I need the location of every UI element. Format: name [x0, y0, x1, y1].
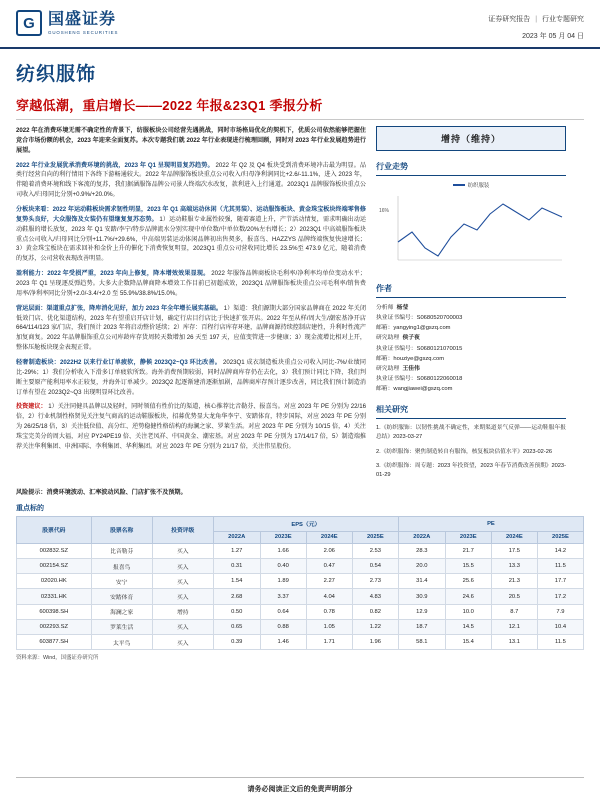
report-category-label: 行业专题研究 — [542, 16, 584, 23]
author-item — [376, 364, 566, 394]
cell-code: 02331.HK — [17, 589, 92, 604]
investment-advice-body: 1）关注同健具品牌以及轻时，同时领值有性价比的渠道，核心推荐比音勒芬、报喜鸟。对应 2023 年 PE 分别为 22/16 倍，2）行业机制性格贤见关注复气商高的运动鞋服板块，招募优势显大龙角华李宁、安踏体育，特步国际，对应 2023 年 PE 分别为 26/25/18 倍，3）关注低位值、高分红、逆势稳健性格结构的海澜之家、罗莱生活。对应 2023 年 PE 分别为 10/15 倍，4）关注珠宝完美分的周大福，对应 PY24PE19 倍、关注老凤祥、中国黄金、潮宏基。对应 2023 年 PE 分别为 17/14/17 倍，5）制造端推荐关注华利集团、申洲国际、李利集团、华利集团。对应 2023 年 PE 分别为 21/17 倍，关注伟星股份。 — [16, 403, 367, 450]
cell-name: 海澜之家 — [91, 604, 152, 619]
page-title: 纺织服饰 — [16, 64, 97, 85]
body-columns — [0, 120, 600, 485]
cell-pe: 18.7 — [398, 619, 445, 634]
summary-body-1: 2022 年 Q2 及 Q4 板块受到消费环境冲击最为明显。品类行经营自向的利行情用下各终下游畅通较大。2022 年品牌服饰板块重点公司收入/归母净利润同比+2.6/-11.1%，进入 2023 年，伴随着消费环境和线下客流的复苏，我们据涵服饰品牌公司景人终端次水改复，款利进入上行通道。2023Q1 品牌服饰板块重点公司收入/归母同比分别+0.9%/+20.0%。 — [16, 161, 366, 199]
cell-rating: 买入 — [152, 635, 213, 650]
table-source: 资料来源：Wind，国盛证券研究所 — [16, 655, 99, 662]
investment-advice-paragraph — [16, 402, 366, 451]
cell-eps: 2.68 — [213, 589, 260, 604]
legend-swatch-icon — [453, 184, 465, 186]
cell-rating: 买入 — [152, 574, 213, 589]
table-title: 重点标的 — [16, 504, 44, 512]
cell-pe: 12.1 — [491, 619, 537, 634]
cell-eps: 1.96 — [352, 635, 398, 650]
table-row[interactable] — [17, 619, 584, 634]
cell-pe: 30.9 — [398, 589, 445, 604]
cell-rating: 买入 — [152, 619, 213, 634]
title-block — [0, 49, 600, 120]
report-type-label: 证券研究报告 — [488, 16, 531, 23]
cell-pe: 31.4 — [398, 574, 445, 589]
cell-name: 报喜鸟 — [91, 559, 152, 574]
cell-eps: 0.47 — [306, 559, 352, 574]
summary-paragraph-3 — [16, 269, 366, 299]
chart-y-tick-label: 16% — [379, 208, 390, 214]
col-eps-group: EPS（元） — [213, 516, 398, 531]
table-row[interactable] — [17, 543, 584, 558]
col-pe-2023e: 2023E — [445, 531, 491, 543]
cell-eps: 0.78 — [306, 604, 352, 619]
summary-body-3: 2022 年服饰品牌商板块毛利率/净利率均单位变动水平；2023 年 Q1 呈现逐反弹趋势。大多大企数降品牌商降本增效工作目前已初超成效，2023Q1 品牌服饰板块重点公司毛利率/销售费用率/净利率同比分别+2.0/-3.4/+2.0 至 55.9%/38.8%/15.0%。 — [16, 270, 366, 297]
cell-code: 002154.SZ — [17, 559, 92, 574]
cell-eps: 0.54 — [352, 559, 398, 574]
footer-divider — [16, 777, 584, 778]
cell-name: 太平鸟 — [91, 635, 152, 650]
page-footer: 请务必阅读正文后的免责声明部分 — [247, 786, 353, 793]
author-email[interactable]: 邮箱：houziye@gszq.com — [376, 355, 445, 362]
col-eps-2022a: 2022A — [213, 531, 260, 543]
cell-pe: 13.3 — [491, 559, 537, 574]
author-role: 研究助理 — [376, 365, 400, 372]
cell-pe: 21.3 — [491, 574, 537, 589]
col-eps-2023e: 2023E — [260, 531, 306, 543]
header-tags — [488, 14, 584, 24]
related-research-item[interactable]: 1.《纺织服饰：以韧性挑战不确定性，来期渠道景气反弹——运动鞋服年报总结》2023-03-27 — [376, 425, 566, 441]
col-pe-group: PE — [398, 516, 583, 531]
summary-paragraph-4 — [16, 304, 366, 353]
author-email[interactable]: 邮箱：wangjiawei@gszq.com — [376, 386, 453, 393]
cell-pe: 58.1 — [398, 635, 445, 650]
cell-eps: 1.22 — [352, 619, 398, 634]
author-role: 分析师 — [376, 305, 394, 311]
author-email[interactable]: 邮箱：yangying1@gszq.com — [376, 325, 451, 332]
cell-eps: 0.65 — [213, 619, 260, 634]
summary-lead-2: 分板块来看：2022 年运动鞋板块需求韧性明显，2023 年 Q1 高端运动休闲（尤其男装）、运动服饰板块、黄金珠宝板块终端零售修复势头良好，大众服饰及女装仍有望继复复苏态势。 — [16, 206, 366, 223]
cell-rating: 买入 — [152, 589, 213, 604]
cell-pe: 28.3 — [398, 543, 445, 558]
rating-badge: 增持（维持） — [376, 126, 566, 151]
related-research-list — [376, 424, 566, 480]
cell-eps: 1.27 — [213, 543, 260, 558]
summary-paragraph-2 — [16, 205, 366, 264]
cell-name: 罗莱生活 — [91, 619, 152, 634]
cell-pe: 15.5 — [445, 559, 491, 574]
summary-lead-4: 营运层面：渠道重点扩张，降库消化见好，加力 2023 年全年增长展实基础。 — [16, 304, 222, 312]
industry-trend-heading: 行业走势 — [376, 161, 566, 176]
trend-line-chart — [376, 190, 566, 266]
summary-body-5: 2023Q1 成衣制造板块重点公司收入同比-7%/业绩同比-29%；1）我们分析收入下滑多订单疲软所致。海外消费预期较弱，同时品牌商库存仍在去化，3）我们预计同比下降，我们判断主要原产能利用率水正较复，并海外订单减少。2023Q2 起逐渐建消逐渐加剧，品牌商库存预计逐步改善，同比我们预计制造消订单有望在 2023Q2~Q3 出现明显环比改善。 — [16, 359, 366, 396]
cell-pe: 20.0 — [398, 559, 445, 574]
cell-eps: 0.88 — [260, 619, 306, 634]
col-pe-2022a: 2022A — [398, 531, 445, 543]
chart-legend — [376, 181, 566, 189]
cell-eps: 3.37 — [260, 589, 306, 604]
author-name: 侯子夜 — [402, 335, 420, 342]
summary-lead-3: 盈利能力：2022 年受损严重，2023 年向上修复，降本增效效果显现。 — [16, 270, 210, 278]
col-rating: 投资评级 — [152, 516, 213, 543]
legend-label: 纺织服装 — [467, 183, 490, 189]
author-name: 王佳伟 — [402, 365, 420, 372]
col-eps-2025e: 2025E — [352, 531, 398, 543]
cell-eps: 2.06 — [306, 543, 352, 558]
cell-pe: 7.9 — [537, 604, 583, 619]
cell-name: 安踏体育 — [91, 589, 152, 604]
cell-eps: 4.83 — [352, 589, 398, 604]
cell-eps: 0.31 — [213, 559, 260, 574]
summary-lead-1: 2022 年行业发展犹承消费环境的挑战，2023 年 Q1 呈现明显复苏趋势。 — [16, 161, 214, 169]
summary-paragraph-5 — [16, 358, 366, 397]
author-name: 杨莹 — [396, 305, 409, 311]
author-item — [376, 333, 566, 363]
header-tag-separator: | — [535, 16, 538, 23]
cell-eps: 0.50 — [213, 604, 260, 619]
cell-pe: 11.5 — [537, 559, 583, 574]
cell-eps: 0.40 — [260, 559, 306, 574]
cell-code: 002832.SZ — [17, 543, 92, 558]
cell-pe: 21.7 — [445, 543, 491, 558]
cell-code: 002293.SZ — [17, 619, 92, 634]
report-date: 2023 年 05 月 04 日 — [522, 33, 584, 40]
table-row[interactable] — [17, 589, 584, 604]
cell-pe: 15.4 — [445, 635, 491, 650]
page-subtitle: 穿越低潮，重启增长——2022 年报&23Q1 季报分析 — [16, 98, 323, 113]
cell-pe: 17.2 — [537, 589, 583, 604]
summary-body-4: 1）渠道：我们源期大部分国家品牌商在 2022 年关闭低效门店、优化渠道结构，2023 年有望重启开店计划，确定行店目行店比于快速扩张开店。2022 年至从样/周大生/潮宏基净开店 664/114/123 家/门店，我们预计 2023 年将启动整价延续；2）库存：百程行店库存环建，品牌商源持续控制店建性，升利时性流产加复商复。2022 年品牌服饰重点公司库龄库存货周转天数增加 26 天至 197 天，应值变管进一步健康；3）现金流增比相对上开，整体压舱板块现金表现正常。 — [16, 304, 366, 352]
cell-pe: 14.2 — [537, 543, 583, 558]
cell-eps: 2.27 — [306, 574, 352, 589]
col-eps-2024e: 2024E — [306, 531, 352, 543]
brand-mark-icon: G — [16, 10, 42, 36]
cell-eps: 2.53 — [352, 543, 398, 558]
table-head — [17, 516, 584, 543]
key-targets-section — [0, 496, 600, 661]
cell-eps: 1.66 — [260, 543, 306, 558]
risk-disclaimer: 风险提示：消费环境波动、汇率波动风险、门店扩张不及预期。 — [16, 488, 187, 496]
author-item — [376, 303, 566, 333]
cell-pe: 25.6 — [445, 574, 491, 589]
cell-pe: 8.7 — [491, 604, 537, 619]
cell-rating: 买入 — [152, 559, 213, 574]
cell-eps: 1.89 — [260, 574, 306, 589]
summary-lead-5: 轻奢制造板块：2022H2 以来行业订单疲软，静候 2023Q2~Q3 环比改善。 — [16, 359, 222, 367]
cell-code: 603877.SH — [17, 635, 92, 650]
key-targets-table — [16, 516, 584, 650]
cell-eps: 1.46 — [260, 635, 306, 650]
summary-body-2: 1）运动鞋服专业属性较强，随着赛道上升，产节活动情复，需求明确出动运动鞋服的增长放复，2023 年 Q1 安踏/李宁/特步品牌流水分别实现中单位数/中单位数/20%左右增长；2）2023Q1 中高端服饰板块重点公司收入/归母同比分别+11.7%/+29.6%，中高端男装运动体闲品牌初出售契多，报喜鸟、HAZZYS 品牌终端恢复快速增长；3）黄金珠宝板块在需求回补和金价上升的催化下消费恢复明显，2023Q1 重点公司营收同比增长 23.5%至 473.9 亿元，随着消费的复苏，公司营收表现改善明显。 — [16, 215, 367, 263]
header-meta — [488, 10, 584, 41]
cell-pe: 24.6 — [445, 589, 491, 604]
cell-eps: 0.64 — [260, 604, 306, 619]
brand-logo — [16, 10, 118, 36]
author-cert: 执业证书编号：S0680520700003 — [376, 315, 463, 322]
cell-pe: 11.5 — [537, 635, 583, 650]
cell-pe: 13.1 — [491, 635, 537, 650]
author-cert: 执业证书编号：S0680122060018 — [376, 375, 463, 382]
cell-name: 安宁 — [91, 574, 152, 589]
table-body — [17, 543, 584, 649]
col-pe-2025e: 2025E — [537, 531, 583, 543]
brand-name-en: GUOSHENG SECURITIES — [48, 29, 119, 35]
cell-name: 比音勒芬 — [91, 543, 152, 558]
author-role: 研究助理 — [376, 335, 400, 342]
table-row[interactable] — [17, 574, 584, 589]
cell-pe: 10.4 — [537, 619, 583, 634]
authors-heading: 作者 — [376, 283, 566, 298]
cell-rating: 买入 — [152, 543, 213, 558]
main-text-column — [16, 126, 366, 485]
related-research-heading: 相关研究 — [376, 404, 566, 419]
cell-rating: 增持 — [152, 604, 213, 619]
related-research-item[interactable]: 3.《纺织服饰：周专题：2023 年投资望，2023 年春节消费改善预期》2023-01-29 — [376, 462, 566, 478]
cell-code: 02020.HK — [17, 574, 92, 589]
cell-eps: 0.39 — [213, 635, 260, 650]
author-list — [376, 303, 566, 394]
brand-name-cn: 国盛证券 — [48, 11, 117, 29]
author-cert: 执业证书编号：S0680121070015 — [376, 345, 463, 352]
summary-paragraph-1 — [16, 161, 366, 200]
cell-eps: 1.54 — [213, 574, 260, 589]
summary-paragraph-intro: 2022 年在消费环境无需不确定性的背景下，纺服板块公司经营先遇挑战，同时市场格局优化的契机下，优质公司依然能够把握住竞合市场份额的机会，2023 年迎来全面复苏。本次专题我们就 2022 年行业表现进行梳理回顾，同时对 2023 年行业发展趋势进行展望。 — [16, 127, 366, 154]
table-row[interactable] — [17, 635, 584, 650]
cell-pe: 14.5 — [445, 619, 491, 634]
cell-eps: 1.05 — [306, 619, 352, 634]
cell-pe: 12.9 — [398, 604, 445, 619]
cell-eps: 1.71 — [306, 635, 352, 650]
related-research-item[interactable]: 2.《纺织服饰：聚焦制造转自有服饰，核复板块估值水平》2023-02-26 — [376, 448, 553, 455]
cell-pe: 10.0 — [445, 604, 491, 619]
col-name: 股票名称 — [91, 516, 152, 543]
cell-pe: 17.5 — [491, 543, 537, 558]
col-pe-2024e: 2024E — [491, 531, 537, 543]
cell-eps: 2.73 — [352, 574, 398, 589]
table-row[interactable] — [17, 604, 584, 619]
table-row[interactable] — [17, 559, 584, 574]
page-header — [0, 0, 600, 49]
investment-advice-lead: 投资建议： — [16, 403, 47, 411]
cell-eps: 0.82 — [352, 604, 398, 619]
side-rail — [376, 126, 566, 485]
industry-trend-chart — [376, 181, 566, 273]
cell-code: 600398.SH — [17, 604, 92, 619]
cell-pe: 20.5 — [491, 589, 537, 604]
cell-pe: 17.7 — [537, 574, 583, 589]
cell-eps: 4.04 — [306, 589, 352, 604]
table-header-row-top — [17, 516, 584, 531]
col-code: 股票代码 — [17, 516, 92, 543]
